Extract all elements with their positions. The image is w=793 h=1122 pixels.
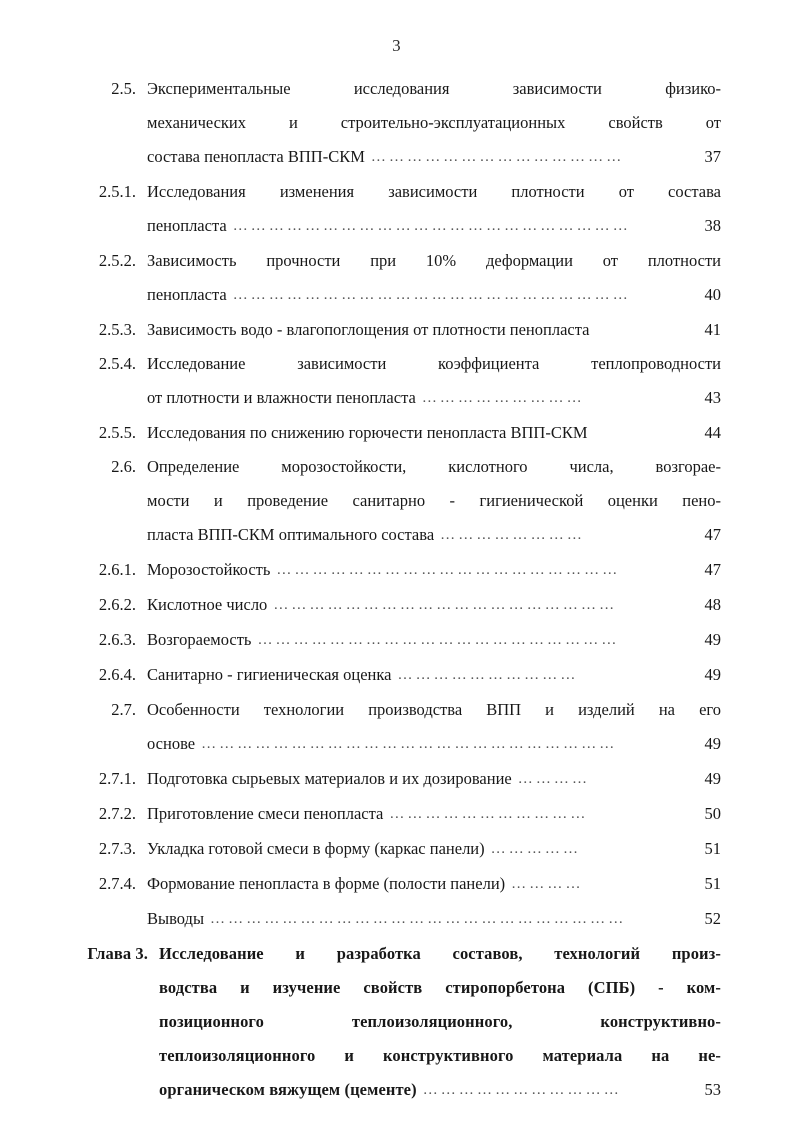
toc-entry-page-number[interactable]: 53	[704, 1080, 721, 1099]
toc-dot-leader: ………………………	[421, 390, 585, 406]
toc-entry-last-line	[147, 867, 721, 902]
toc-entry-number: 2.5.	[111, 79, 136, 98]
toc-entry-number: 2.7.3.	[98, 839, 136, 858]
toc-entry-body	[147, 658, 721, 693]
toc-entry-body	[147, 797, 721, 832]
toc-entry-title-tail: органическом вяжущем (цементе)	[159, 1080, 417, 1099]
toc-entry[interactable]	[72, 347, 721, 416]
toc-entry[interactable]	[72, 72, 721, 175]
toc-entry-body	[147, 244, 721, 313]
toc-entry-title-tail: Возгораемость	[147, 630, 252, 649]
toc-entry-title-tail: Кислотное число	[147, 595, 268, 614]
toc-entry-page-number[interactable]: 47	[704, 525, 721, 544]
toc-entry-page-number[interactable]: 51	[704, 874, 721, 893]
toc-entry-title-tail: Морозостойкость	[147, 560, 271, 579]
toc-entry[interactable]	[72, 553, 721, 588]
toc-dot-leader: ……………………………………………………………	[201, 736, 618, 752]
toc-entry-title-tail: основе	[147, 734, 196, 753]
toc-entry-title-tail: Зависимость водо - влагопоглощения от плотности пенопласта	[147, 320, 590, 339]
toc-entry-body	[147, 867, 721, 902]
toc-entry-last-line	[147, 797, 721, 832]
toc-entry-title-tail: Выводы	[147, 909, 205, 928]
toc-entry-title-tail: от плотности и влажности пенопласта	[147, 388, 416, 407]
toc-entry-title-line: позиционного теплоизоляционного, конструктивно-	[159, 1012, 721, 1031]
toc-entry-body	[147, 902, 721, 937]
toc-entry-title-line: Исследование и разработка составов, технологий произ-	[159, 944, 721, 963]
toc-entry-page-number[interactable]: 49	[704, 769, 721, 788]
toc-entry-title-tail: Формование пенопласта в форме (полости панели)	[147, 874, 506, 893]
toc-entry-page-number[interactable]: 41	[704, 320, 721, 339]
toc-entry-body	[159, 937, 721, 1108]
toc-entry-last-line	[147, 623, 721, 658]
toc-entry-body	[147, 450, 721, 553]
toc-entry-page-number[interactable]: 48	[704, 595, 721, 614]
toc-entry-page-number[interactable]: 37	[704, 147, 721, 166]
toc-entry-number: 2.5.5.	[98, 423, 136, 442]
toc-entry-title-tail: состава пенопласта ВПП-СКМ	[147, 147, 365, 166]
toc-entry[interactable]	[72, 588, 721, 623]
toc-entry[interactable]	[72, 693, 721, 762]
toc-entry-number: 2.5.1.	[98, 182, 136, 201]
toc-entry-number: 2.7.	[111, 700, 136, 719]
toc-entry-number: 2.7.2.	[98, 804, 136, 823]
toc-entry-page-number[interactable]: 47	[704, 560, 721, 579]
toc-entry-number: 2.7.4.	[98, 874, 136, 893]
toc-entry-last-line	[147, 209, 721, 244]
toc-dot-leader: ……………………………………………………………	[210, 911, 627, 927]
toc-entry-body	[147, 72, 721, 175]
toc-entry-last-line	[147, 902, 721, 937]
toc-entry-body	[147, 588, 721, 623]
toc-entry[interactable]	[72, 175, 721, 244]
toc-entry-title-tail: Укладка готовой смеси в форму (каркас панели)	[147, 839, 485, 858]
toc-entry-title-tail: Исследования по снижению горючести пенопласта ВПП-СКМ	[147, 423, 588, 442]
toc-dot-leader: …………………………………………………………	[232, 218, 631, 234]
toc-entry-body	[147, 416, 721, 450]
toc-entry-page-number[interactable]: 50	[704, 804, 721, 823]
toc-entry-body	[147, 347, 721, 416]
toc-entry[interactable]	[72, 416, 721, 450]
toc-entry-number: 2.6.4.	[98, 665, 136, 684]
toc-entry-page-number[interactable]: 44	[704, 423, 721, 442]
toc-entry-page-number[interactable]: 38	[704, 216, 721, 235]
toc-entry-page-number[interactable]: 49	[704, 665, 721, 684]
toc-entry-number: 2.5.4.	[98, 354, 136, 373]
toc-entry-page-number[interactable]: 51	[704, 839, 721, 858]
toc-entry-title-tail: Приготовление смеси пенопласта	[147, 804, 384, 823]
toc-entry-number: 2.5.2.	[98, 251, 136, 270]
toc-entry-number: 2.6.3.	[98, 630, 136, 649]
toc-entry-last-line	[147, 553, 721, 588]
toc-entry-title-tail: Санитарно - гигиеническая оценка	[147, 665, 392, 684]
toc-entry-title-line: водства и изучение свойств стиропорбетона (СПБ) - ком-	[159, 978, 721, 997]
toc-entry-body	[147, 175, 721, 244]
toc-entry-page-number[interactable]: 43	[704, 388, 721, 407]
toc-dot-leader: ……………………………	[422, 1082, 622, 1098]
toc-entry[interactable]	[72, 797, 721, 832]
toc-entry-number: 2.5.3.	[98, 320, 136, 339]
toc-entry[interactable]	[72, 937, 721, 1108]
toc-entry-body	[147, 762, 721, 797]
toc-entry-page-number[interactable]: 40	[704, 285, 721, 304]
toc-dot-leader: …………………………………………………	[276, 562, 621, 578]
toc-entry[interactable]	[72, 762, 721, 797]
toc-dot-leader: …………………………………………………………	[232, 287, 631, 303]
toc-entry-page-number[interactable]: 49	[704, 734, 721, 753]
toc-entry-title-tail: пенопласта	[147, 216, 227, 235]
toc-entry[interactable]	[72, 902, 721, 937]
toc-entry-title-line: Исследование зависимости коэффициента теплопроводности	[147, 354, 721, 373]
toc-entry-title-line: Исследования изменения зависимости плотности от состава	[147, 182, 721, 201]
toc-entry-last-line	[147, 381, 721, 416]
toc-entry-title-tail: пласта ВПП-СКМ оптимального состава	[147, 525, 435, 544]
toc-entry[interactable]	[72, 244, 721, 313]
toc-entry-title-line: Экспериментальные исследования зависимости физико-	[147, 79, 721, 98]
toc-entry-body	[147, 832, 721, 867]
toc-dot-leader: …………	[511, 876, 584, 892]
toc-dot-leader: ……………………	[440, 527, 585, 543]
toc-entry-title-line: мости и проведение санитарно - гигиенической оценки пено-	[147, 491, 721, 510]
toc-entry-last-line	[147, 140, 721, 175]
toc-entry-last-line	[147, 658, 721, 693]
toc-entry-title-tail: пенопласта	[147, 285, 227, 304]
toc-entry-last-line	[159, 1073, 721, 1108]
toc-dot-leader: ……………	[490, 841, 582, 857]
toc-entry-last-line	[147, 762, 721, 797]
toc-entry-page-number[interactable]: 52	[704, 909, 721, 928]
toc-entry-page-number[interactable]: 49	[704, 630, 721, 649]
toc-entry-number: 2.6.2.	[98, 595, 136, 614]
toc-entry[interactable]	[72, 623, 721, 658]
toc-entry[interactable]	[72, 867, 721, 902]
toc-entry-last-line	[147, 588, 721, 623]
toc-entry-title-line: Зависимость прочности при 10% деформации от плотности	[147, 251, 721, 270]
page-folio-number: 3	[392, 36, 401, 55]
toc-entry-number: 2.6.1.	[98, 560, 136, 579]
table-of-contents	[72, 72, 721, 1108]
toc-entry-last-line	[147, 313, 721, 347]
toc-entry-last-line	[147, 727, 721, 762]
toc-entry-title-line: теплоизоляционного и конструктивного материала на не-	[159, 1046, 721, 1065]
toc-entry-title-line: механических и строительно-эксплуатационных свойств от	[147, 113, 721, 132]
toc-entry-last-line	[147, 518, 721, 553]
toc-entry-number: 2.7.1.	[98, 769, 136, 788]
toc-dot-leader: …………………………………………………	[273, 597, 618, 613]
toc-entry-body	[147, 693, 721, 762]
toc-entry-body	[147, 313, 721, 347]
toc-entry[interactable]	[72, 313, 721, 347]
toc-entry-number: Глава 3.	[87, 944, 148, 963]
toc-entry[interactable]	[72, 450, 721, 553]
toc-entry-last-line	[147, 416, 721, 450]
toc-dot-leader: ……………………………………	[370, 149, 625, 165]
toc-entry-title-tail: Подготовка сырьевых материалов и их дозирование	[147, 769, 512, 788]
toc-dot-leader: …………………………	[397, 667, 579, 683]
toc-dot-leader: ……………………………………………………	[257, 632, 620, 648]
toc-entry[interactable]	[72, 832, 721, 867]
toc-dot-leader: ……………………………	[389, 806, 589, 822]
toc-entry-last-line	[147, 278, 721, 313]
toc-entry-title-line: Особенности технологии производства ВПП и изделий на его	[147, 700, 721, 719]
toc-entry[interactable]	[72, 658, 721, 693]
toc-entry-body	[147, 553, 721, 588]
toc-entry-title-line: Определение морозостойкости, кислотного числа, возгорае-	[147, 457, 721, 476]
toc-entry-body	[147, 623, 721, 658]
toc-entry-last-line	[147, 832, 721, 867]
toc-entry-number: 2.6.	[111, 457, 136, 476]
toc-dot-leader: …………	[517, 771, 591, 787]
